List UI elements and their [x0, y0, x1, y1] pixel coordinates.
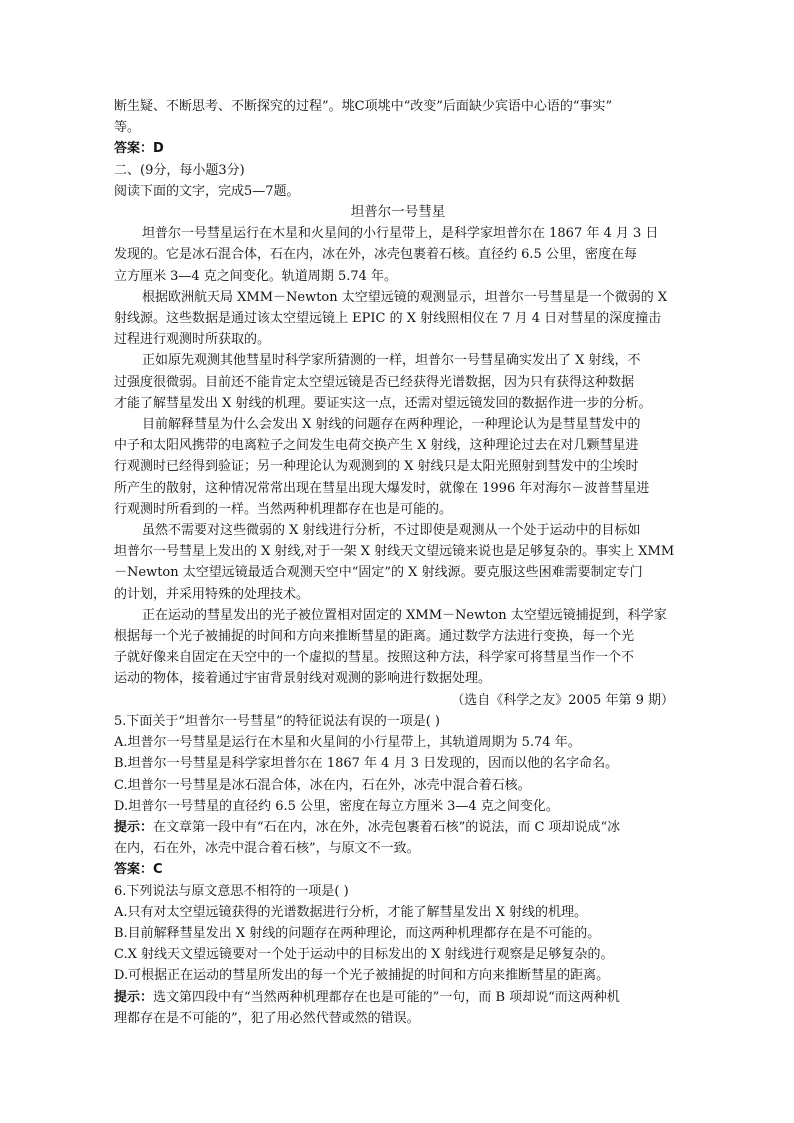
- article-title: 坦普尔一号彗星: [350, 204, 446, 221]
- hint-text: 理都存在是不可能的”，犯了用必然代替或然的错误。: [114, 1010, 420, 1026]
- option-d: D.坦普尔一号彗星的直径约 6.5 公里，密度在每立方厘米 3—4 克之间变化。: [114, 798, 559, 814]
- section-instruction: 阅读下面的文字，完成5—7题。: [114, 183, 300, 199]
- text-line: 坦普尔一号彗星运行在木星和火星间的小行星带上，是科学家坦普尔在 1867 年 4 月 3 日: [142, 226, 659, 242]
- option-a: A.只有对太空望远镜获得的光谱数据进行分析，才能了解彗星发出 X 射线的机理。: [114, 904, 588, 920]
- paragraph-5: [114, 520, 682, 605]
- question-5: [114, 711, 682, 881]
- text-line: 射线源。这些数据是通过该太空望远镜上 EPIC 的 X 射线照相仪在 7 月 4 日对彗星的深度撞击: [114, 311, 662, 327]
- answer-label: 答案：D: [114, 141, 164, 157]
- section-heading: 二、(9分，每小题3分): [114, 162, 245, 178]
- option-d: D.可根据正在运动的彗星所发出的每一个光子被捕捉的时间和方向来推断彗星的距离。: [114, 968, 610, 984]
- text-line: 过强度很微弱。目前还不能肯定太空望远镜是否已经获得光谱数据，因为只有获得这种数据: [114, 374, 635, 390]
- text-line: 根据欧洲航天局 XMM－Newton 太空望远镜的观测显示，坦普尔一号彗星是一个微弱的 X: [142, 289, 668, 305]
- text-line: 才能了解彗星发出 X 射线的机理。要证实这一点，还需对望远镜发回的数据作进一步的分析。: [114, 395, 652, 411]
- text-line: 根据每一个光子被捕捉的时间和方向来推断彗星的距离。通过数学方法进行变换，每一个光: [114, 629, 635, 645]
- option-b: B.坦普尔一号彗星是科学家坦普尔在 1867 年 4 月 3 日发现的，因而以他的名字命名。: [114, 756, 619, 772]
- text-line: 所产生的散射，这种情况常常出现在彗星出现大爆发时，就像在 1996 年对海尔－波普彗星进: [114, 480, 650, 496]
- text-line: 正在运动的彗星发出的光子被位置相对固定的 XMM－Newton 太空望远镜捕捉到，科学家: [142, 607, 667, 623]
- text-line: 行观测时所看到的一样。当然两种机理都存在也是可能的。: [114, 501, 453, 517]
- option-c: C.X 射线天文望远镜要对一个处于运动中的目标发出的 X 射线进行观察是足够复杂的。: [114, 947, 614, 963]
- answer-label: 答案：C: [114, 862, 163, 878]
- text-line: 行观测时已经得到验证；另一种理论认为观测到的 X 射线只是太阳光照射到彗发中的尘埃时: [114, 459, 639, 475]
- option-a: A.坦普尔一号彗星是运行在木星和火星间的小行星带上，其轨道周期为 5.74 年。: [114, 735, 581, 751]
- text-line: 等。: [114, 120, 141, 136]
- text-line: 的计划，并采用特殊的处理技术。: [114, 586, 310, 602]
- text-line: 子就好像来自固定在天空中的一个虚拟的彗星。按照这种方法，科学家可将彗星当作一个不: [114, 650, 635, 666]
- paragraph-6: [114, 605, 682, 690]
- option-b: B.目前解释彗星发出 X 射线的问题存在两种理论，而这两种机理都存在是不可能的。: [114, 925, 601, 941]
- question-6: [114, 881, 682, 1029]
- hint-line: [114, 817, 682, 838]
- option-c: C.坦普尔一号彗星是冰石混合体，冰在内，石在外，冰壳中混合着石核。: [114, 777, 531, 793]
- hint-line: [114, 987, 682, 1008]
- text-line: 虽然不需要对这些微弱的 X 射线进行分析，不过即使是观测从一个处于运动中的目标如: [142, 523, 641, 539]
- question-stem: 6.下列说法与原文意思不相符的一项是( ): [114, 883, 349, 899]
- paragraph-4: [114, 414, 682, 520]
- paragraph-2: [114, 287, 682, 351]
- paragraph-1: [114, 223, 682, 287]
- hint-text: 选文第四段中有“当然两种机理都存在也是可能的”一句，而 B 项却说“而这两种机: [153, 989, 620, 1005]
- text-line: 中子和太阳风携带的电离粒子之间发生电荷交换产生 X 射线，这种理论过去在对几颗彗星进: [114, 438, 639, 454]
- document-page: [114, 96, 682, 1029]
- text-line: 目前解释彗星为什么会发出 X 射线的问题存在两种理论，一种理论认为是彗星彗发中的: [142, 417, 641, 433]
- text-line: 发现的。它是冰石混合体，石在内，冰在外，冰壳包裹着石核。直径约 6.5 公里，密度在每: [114, 247, 637, 263]
- text-line: 过程进行观测时所获取的。: [114, 332, 271, 348]
- hint-label: 提示：: [114, 819, 154, 835]
- source-citation: （选自《科学之友》2005 年第 9 期）: [451, 692, 674, 708]
- text-line: －Newton 太空望远镜最适合观测天空中“固定”的 X 射线源。要克服这些困难需要制定专门: [114, 565, 643, 581]
- text-line: 断生疑、不断思考、不断探究的过程”。垗C项垗中“改变”后面缺少宾语中心语的“事实”: [114, 99, 613, 114]
- text-line: 立方厘米 3—4 克之间变化。轨道周期 5.74 年。: [114, 268, 398, 284]
- question-stem: 5.下面关于“坦普尔一号彗星”的特征说法有误的一项是( ): [114, 713, 440, 729]
- hint-label: 提示：: [114, 989, 154, 1005]
- text-line: 运动的物体，接着通过宇宙背景射线对观测的影响进行数据处理。: [114, 671, 492, 687]
- text-line: 坦普尔一号彗星上发出的 X 射线,对于一架 X 射线天文望远镜来说也是足够复杂的。事实上 XMM: [114, 544, 675, 560]
- hint-text: 在内，石在外，冰壳中混合着石核”，与原文不一致。: [114, 841, 420, 857]
- text-line: 正如原先观测其他彗星时科学家所猜测的一样，坦普尔一号彗星确实发出了 X 射线，不: [142, 353, 641, 369]
- hint-text: 在文章第一段中有“石在内，冰在外，冰壳包裹着石核”的说法，而 C 项却说成“冰: [153, 819, 621, 835]
- paragraph-3: [114, 350, 682, 414]
